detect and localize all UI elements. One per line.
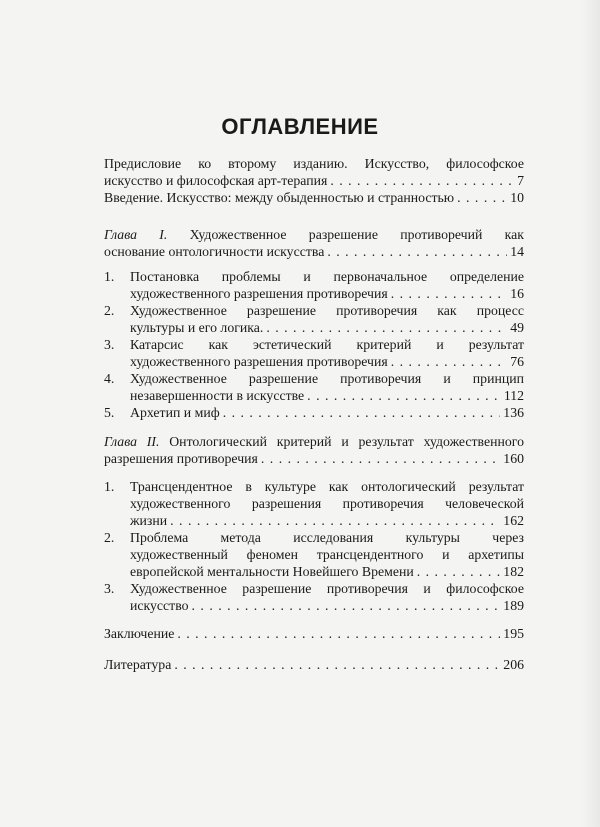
conclusion-text: Заключение (104, 626, 175, 641)
ch1-item-3-line-1: Катарсис как эстетический критерий и результат (130, 337, 524, 352)
toc-entry-intro[interactable] (104, 189, 524, 206)
ch2-item-1-line-2: художественного разрешения противоречия человеческой (130, 496, 524, 511)
page-number: 14 (510, 244, 524, 259)
toc-entry-literature[interactable] (104, 656, 524, 673)
page-number: 195 (503, 626, 524, 641)
preface-line-1: Предисловие ко второму изданию. Искусство, философское (104, 156, 524, 171)
dot-leader (391, 353, 507, 370)
chapter-1-label: Глава I. (104, 227, 168, 242)
page-number: 10 (510, 190, 524, 205)
ch2-item-3-line-2: искусство (130, 598, 189, 613)
toc-entry-ch1-item-4[interactable] (130, 387, 524, 404)
item-number: 3. (104, 581, 115, 596)
dot-leader (417, 563, 501, 580)
chapter-1-title-line-2: основание онтологичности искусства (104, 244, 325, 259)
toc-entry-chapter-2[interactable] (104, 450, 524, 467)
chapter-1-heading-line-1 (104, 226, 524, 243)
page-number: 182 (503, 564, 524, 579)
toc-entry-ch2-item-3[interactable] (130, 597, 524, 614)
ch1-item-1-line-1: Постановка проблемы и первоначальное определение (130, 269, 524, 284)
dot-leader (330, 172, 514, 189)
ch1-item-4-line-2: незавершенности в искусстве (130, 388, 305, 403)
toc-entry-conclusion[interactable] (104, 625, 524, 642)
ch2-item-2-line-3: европейской ментальности Новейшего Времени (130, 564, 414, 579)
item-number: 4. (104, 371, 115, 386)
toc-entry-ch2-item-2[interactable] (130, 563, 524, 580)
toc-entry-ch1-item-2[interactable] (130, 319, 524, 336)
ch1-item-3-line-2: художественного разрешения противоречия (130, 354, 388, 369)
page-number: 49 (510, 320, 524, 335)
item-number: 2. (104, 303, 115, 318)
page-number: 7 (517, 173, 524, 188)
ch2-item-3-line-1: Художественное разрешение противоречия и философское (130, 581, 524, 596)
literature-text: Литература (104, 657, 172, 672)
dot-leader (192, 597, 501, 614)
ch1-item-1-line-2: художественного разрешения противоречия (130, 286, 388, 301)
ch1-item-5-line-1: Архетип и миф (130, 405, 220, 420)
page-number: 206 (503, 657, 524, 672)
chapter-2-label: Глава II. (104, 434, 160, 449)
item-number: 5. (104, 405, 115, 420)
preface-line-2: искусство и философская арт-терапия (104, 173, 328, 188)
item-number: 1. (104, 269, 115, 284)
toc-entry-ch1-item-5[interactable] (130, 404, 524, 421)
dot-leader (307, 387, 501, 404)
chapter-2-title: Онтологический критерий и результат художественного (169, 434, 524, 449)
page-title: ОГЛАВЛЕНИЕ (221, 114, 379, 139)
dot-leader (170, 512, 500, 529)
dot-leader (223, 404, 501, 421)
page-number: 16 (510, 286, 524, 301)
dot-leader (457, 189, 507, 206)
toc-entry-ch1-item-1[interactable] (130, 285, 524, 302)
dot-leader (391, 285, 507, 302)
page-number: 136 (503, 405, 524, 420)
toc-entry-chapter-1[interactable] (104, 243, 524, 260)
page-number: 76 (510, 354, 524, 369)
ch1-item-2-line-2: культуры и его логика. (130, 320, 264, 335)
dot-leader (266, 319, 507, 336)
ch1-item-2-line-1: Художественное разрешение противоречия как процесс (130, 303, 524, 318)
page-edge-shadow (582, 0, 600, 827)
page-number: 189 (503, 598, 524, 613)
dot-leader (177, 625, 500, 642)
item-number: 1. (104, 479, 115, 494)
page-number: 160 (503, 451, 524, 466)
ch2-item-2-line-1: Проблема метода исследования культуры через (130, 530, 524, 545)
item-number: 2. (104, 530, 115, 545)
dot-leader (261, 450, 500, 467)
ch2-item-2-line-2: художественный феномен трансцендентного и архетипы (130, 547, 524, 562)
intro-text: Введение. Искусство: между обыденностью и странностью (104, 190, 455, 205)
chapter-2-title-line-2: разрешения противоречия (104, 451, 258, 466)
toc-entry-ch2-item-1[interactable] (130, 512, 524, 529)
toc-entry-ch1-item-3[interactable] (130, 353, 524, 370)
ch2-item-1-line-3: жизни (130, 513, 168, 528)
toc-entry-preface[interactable] (104, 172, 524, 189)
page-number: 162 (503, 513, 524, 528)
dot-leader (174, 656, 500, 673)
page-number: 112 (503, 388, 524, 403)
chapter-1-title: Художественное разрешение противоречий как (189, 227, 524, 242)
ch1-item-4-line-1: Художественное разрешение противоречия и принцип (130, 371, 524, 386)
chapter-2-heading-line-1 (104, 433, 524, 450)
item-number: 3. (104, 337, 115, 352)
ch2-item-1-line-1: Трансцендентное в культуре как онтологический результат (130, 479, 524, 494)
dot-leader (327, 243, 507, 260)
